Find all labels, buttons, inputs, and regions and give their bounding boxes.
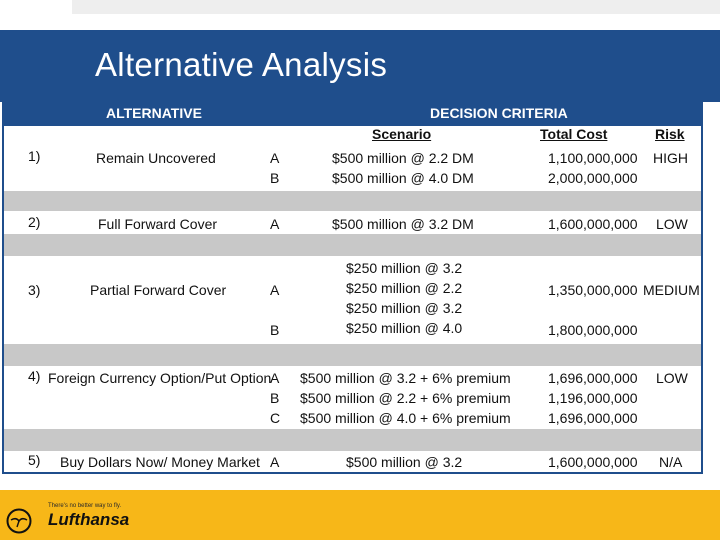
row-number: 5) [28, 452, 41, 468]
row-separator [2, 191, 702, 211]
row-name: Remain Uncovered [96, 150, 216, 166]
option-label: B [270, 170, 280, 186]
crane-logo-icon [6, 508, 32, 534]
total-cost: 1,196,000,000 [548, 390, 638, 406]
scenario-text: $500 million @ 3.2 DM [332, 216, 474, 232]
total-cost: 1,100,000,000 [548, 150, 638, 166]
alternative-table [2, 102, 702, 472]
scenario-text: $500 million @ 4.0 + 6% premium [300, 410, 511, 426]
total-cost: 1,696,000,000 [548, 370, 638, 386]
row-number: 4) [28, 368, 41, 384]
slide-title: Alternative Analysis [95, 46, 388, 83]
row-separator [2, 429, 702, 451]
scenario-text: $250 million @ 4.0 [346, 320, 463, 336]
scenario-text: $500 million @ 4.0 DM [332, 170, 474, 186]
scenario-text: $500 million @ 2.2 + 6% premium [300, 390, 511, 406]
total-cost: 1,350,000,000 [548, 282, 638, 298]
header-decision-criteria: DECISION CRITERIA [430, 105, 568, 121]
risk-level: LOW [656, 370, 688, 386]
footer-tagline: There's no better way to fly. [48, 503, 122, 509]
column-scenario: Scenario [372, 126, 432, 142]
option-label: A [270, 282, 280, 298]
row-name: Full Forward Cover [98, 216, 218, 232]
total-cost: 1,600,000,000 [548, 454, 638, 470]
row-number: 1) [28, 148, 41, 164]
row-separator [2, 344, 702, 366]
option-label: B [270, 390, 280, 406]
scenario-text: $500 million @ 3.2 [346, 454, 463, 470]
row-name: Partial Forward Cover [90, 282, 227, 298]
option-label: A [270, 150, 280, 166]
scenario-text: $250 million @ 2.2 [346, 280, 463, 296]
total-cost: 1,696,000,000 [548, 410, 638, 426]
scenario-text: $250 million @ 3.2 [346, 260, 463, 276]
risk-level: LOW [656, 216, 688, 232]
scenario-text: $500 million @ 3.2 + 6% premium [300, 370, 511, 386]
total-cost: 1,600,000,000 [548, 216, 638, 232]
row-number: 3) [28, 282, 41, 298]
top-strip [72, 0, 720, 14]
risk-level: HIGH [653, 150, 688, 166]
row-name: Buy Dollars Now/ Money Market [60, 454, 260, 470]
footer-brand: Lufthansa [48, 510, 130, 529]
option-label: A [270, 454, 280, 470]
option-label: A [270, 370, 280, 386]
option-label: B [270, 322, 280, 338]
scenario-text: $500 million @ 2.2 DM [332, 150, 474, 166]
row-name: Foreign Currency Option/Put Option [48, 370, 272, 386]
column-total-cost: Total Cost [540, 126, 608, 142]
risk-level: MEDIUM [643, 282, 700, 298]
total-cost: 2,000,000,000 [548, 170, 638, 186]
row-separator [2, 234, 702, 256]
total-cost: 1,800,000,000 [548, 322, 638, 338]
column-risk: Risk [655, 126, 685, 142]
option-label: C [270, 410, 281, 426]
option-label: A [270, 216, 280, 232]
row-number: 2) [28, 214, 41, 230]
header-alternative: ALTERNATIVE [106, 105, 202, 121]
scenario-text: $250 million @ 3.2 [346, 300, 463, 316]
risk-level: N/A [659, 454, 683, 470]
